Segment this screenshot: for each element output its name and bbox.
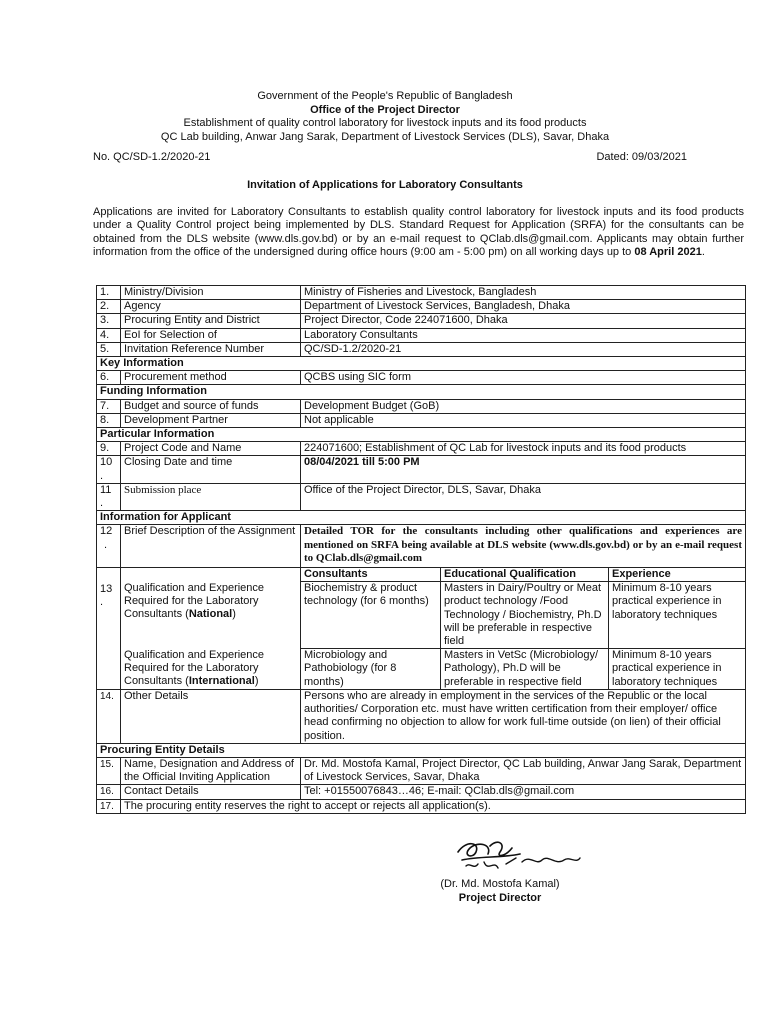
row-value: QC/SD-1.2/2020-21 xyxy=(301,342,746,356)
row-number: 14. xyxy=(97,689,121,743)
international-consultants: Microbiology and Pathobiology (for 8 months) xyxy=(301,649,441,690)
row-number-dot: . xyxy=(100,469,104,482)
section-heading-procuring: Procuring Entity Details xyxy=(97,743,746,757)
signatory-name: (Dr. Md. Mostofa Kamal) xyxy=(440,878,560,890)
row-label: EoI for Selection of xyxy=(121,328,301,342)
international-experience: Minimum 8-10 years practical experience in laboratory techniques xyxy=(609,649,746,690)
section-row xyxy=(97,385,746,399)
section-heading-key: Key Information xyxy=(97,357,746,371)
table-row xyxy=(97,300,746,314)
qualification-row-national xyxy=(97,582,746,649)
table-row xyxy=(97,483,746,510)
table-row xyxy=(97,456,746,483)
row-number: 15. xyxy=(97,757,121,784)
row-value: The procuring entity reserves the right to accept or rejects all application(s). xyxy=(121,799,746,813)
table-row xyxy=(97,413,746,427)
table-row xyxy=(97,799,746,813)
national-experience: Minimum 8-10 years practical experience in laboratory techniques xyxy=(609,582,746,649)
row-number xyxy=(97,568,121,649)
row-label: Closing Date and time xyxy=(121,456,301,483)
row-number xyxy=(97,525,121,568)
column-header-consultants: Consultants xyxy=(301,568,441,582)
row-label-spacer xyxy=(121,568,301,582)
row-number-main: 13 xyxy=(100,583,113,596)
section-row xyxy=(97,743,746,757)
project-line: Establishment of quality control laboratory for livestock inputs and its food products xyxy=(183,117,587,129)
row-number: 9. xyxy=(97,442,121,456)
signature-block xyxy=(380,878,620,905)
row-value: Dr. Md. Mostofa Kamal, Project Director, QC Lab building, Anwar Jang Sarak, Department of Livestock Services, Savar, Dhaka xyxy=(301,757,746,784)
row-value: 224071600; Establishment of QC Lab for livestock inputs and its food products xyxy=(301,442,746,456)
row-value: QCBS using SIC form xyxy=(301,371,746,385)
section-row xyxy=(97,428,746,442)
row-label: Brief Description of the Assignment xyxy=(121,525,301,568)
row-number: 2. xyxy=(97,300,121,314)
section-row xyxy=(97,357,746,371)
issue-date: Dated: 09/03/2021 xyxy=(596,151,687,163)
document-title: Invitation of Applications for Laboratory Consultants xyxy=(247,179,523,191)
signatory-title: Project Director xyxy=(458,891,542,904)
assignment-description: Detailed TOR for the consultants including other qualifications and experiences are mentioned on SRFA being available at DLS website (www.dls.gov.bd) or by an e-mail request to QClab.dls@gmail.com xyxy=(301,525,746,568)
closing-date-value: 08/04/2021 till 5:00 PM xyxy=(301,456,746,483)
row-number: 5. xyxy=(97,342,121,356)
section-row xyxy=(97,511,746,525)
qualification-header-row xyxy=(97,568,746,582)
government-line: Government of the People's Republic of Bangladesh xyxy=(257,90,513,102)
row-number: 7. xyxy=(97,399,121,413)
row-number: 17. xyxy=(97,799,121,813)
section-heading-funding: Funding Information xyxy=(97,385,746,399)
row-label: Agency xyxy=(121,300,301,314)
row-number: 16. xyxy=(97,785,121,799)
row-label: Other Details xyxy=(121,689,301,743)
row-value: Laboratory Consultants xyxy=(301,328,746,342)
row-value: Tel: +01550076843…46; E-mail: QClab.dls@gmail.com xyxy=(301,785,746,799)
national-education: Masters in Dairy/Poultry or Meat product technology /Food Technology / Biochemistry, Ph.D will be preferable in respective field xyxy=(441,582,609,649)
row-value: Office of the Project Director, DLS, Savar, Dhaka xyxy=(301,483,746,510)
row-value: Persons who are already in employment in the services of the Republic or the local authorities/ Corporation etc. must have written certification from their employer/ office head confirming no objection to allow for work full-time outside (on lien) of their official position. xyxy=(301,689,746,743)
row-value: Development Budget (GoB) xyxy=(301,399,746,413)
office-line: Office of the Project Director xyxy=(310,103,460,116)
row-label: Invitation Reference Number xyxy=(121,342,301,356)
intro-end: . xyxy=(701,246,705,259)
table-row xyxy=(97,442,746,456)
row-label: Name, Designation and Address of the Official Inviting Application xyxy=(121,757,301,784)
row-label: Procuring Entity and District xyxy=(121,314,301,328)
reference-line xyxy=(93,151,687,163)
row-label: Procurement method xyxy=(121,371,301,385)
table-row xyxy=(97,371,746,385)
table-row xyxy=(97,399,746,413)
row-number xyxy=(97,483,121,510)
qualification-row-international xyxy=(97,649,746,690)
intro-deadline: 08 April 2021 xyxy=(634,246,702,259)
row-number-dot: . xyxy=(100,596,104,609)
row-label: Submission place xyxy=(121,483,301,510)
table-row xyxy=(97,785,746,799)
address-line: QC Lab building, Anwar Jang Sarak, Department of Livestock Services (DLS), Savar, Dhaka xyxy=(160,130,610,143)
column-header-education: Educational Qualification xyxy=(441,568,609,582)
national-consultants: Biochemistry & product technology (for 6 months) xyxy=(301,582,441,649)
row-number: 1. xyxy=(97,286,121,300)
row-number-main: 11 xyxy=(100,483,112,496)
row-label: Development Partner xyxy=(121,413,301,427)
row-number-spacer xyxy=(97,649,121,690)
reference-number: No. QC/SD-1.2/2020-21 xyxy=(93,151,211,163)
column-header-experience: Experience xyxy=(609,568,746,582)
table-row xyxy=(97,286,746,300)
section-heading-particular: Particular Information xyxy=(97,428,746,442)
intro-text: Applications are invited for Laboratory Consultants to establish quality control laboratory for livestock inputs and its food products under a Quality Control project being implemented by DLS. Standard Request for Application (SRFA) for the consultants can be obtained from the DLS website (www.dls.gov.bd) or by an e-mail request to QClab.dls@gmail.com. Applicants may obtain further information from the office of the undersigned during office hours (9:00 am - 5:00 pm) on all working days up to xyxy=(93,206,744,259)
table-row xyxy=(97,328,746,342)
national-label: Qualification and Experience Required for the Laboratory Consultants (National) xyxy=(121,582,301,649)
international-label: Qualification and Experience Required for the Laboratory Consultants (International) xyxy=(121,649,301,690)
row-number: 6. xyxy=(97,371,121,385)
row-value: Department of Livestock Services, Bangladesh, Dhaka xyxy=(301,300,746,314)
row-number-main: 10 xyxy=(100,456,113,469)
row-label: Budget and source of funds xyxy=(121,399,301,413)
row-number: 8. xyxy=(97,413,121,427)
row-label: Project Code and Name xyxy=(121,442,301,456)
row-value: Not applicable xyxy=(301,413,746,427)
section-heading-applicant: Information for Applicant xyxy=(97,511,746,525)
table-row xyxy=(97,757,746,784)
row-number-main: 12 xyxy=(100,525,113,538)
row-number: 3. xyxy=(97,314,121,328)
row-number xyxy=(97,456,121,483)
details-table xyxy=(96,285,746,814)
row-number: 4. xyxy=(97,328,121,342)
row-label: Ministry/Division xyxy=(121,286,301,300)
letterhead xyxy=(0,90,770,144)
handwritten-signature xyxy=(440,832,610,876)
row-value: Ministry of Fisheries and Livestock, Bangladesh xyxy=(301,286,746,300)
table-row xyxy=(97,525,746,568)
intro-paragraph xyxy=(93,206,744,260)
row-label: Contact Details xyxy=(121,785,301,799)
row-value: Project Director, Code 224071600, Dhaka xyxy=(301,314,746,328)
table-row xyxy=(97,342,746,356)
table-row xyxy=(97,314,746,328)
international-education: Masters in VetSc (Microbiology/ Pathology), Ph.D will be preferable in respective field xyxy=(441,649,609,690)
row-number-dot: . xyxy=(100,497,104,510)
table-row xyxy=(97,689,746,743)
row-number-dot: . xyxy=(104,538,108,551)
